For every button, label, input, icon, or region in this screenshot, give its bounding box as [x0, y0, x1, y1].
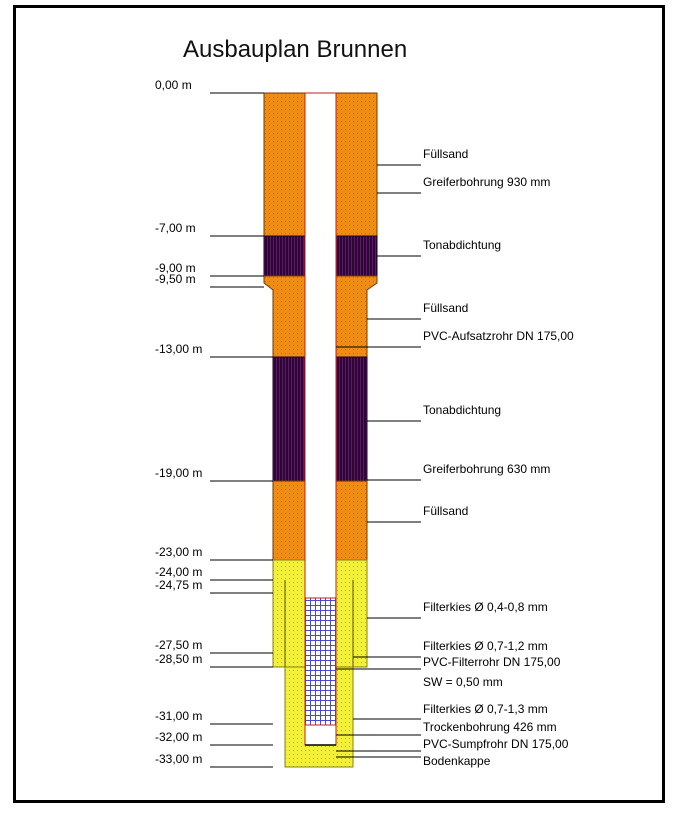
annotation-label: Tonabdichtung — [423, 238, 502, 252]
annotation-label: PVC-Aufsatzrohr DN 175,00 — [423, 329, 574, 343]
depth-label: -9,50 m — [155, 272, 196, 286]
depth-label: -32,00 m — [155, 730, 203, 744]
depth-label: -33,00 m — [155, 752, 203, 766]
depth-label: -19,00 m — [155, 466, 203, 480]
annotation-label: Füllsand — [423, 504, 469, 518]
depth-label: -27,50 m — [155, 638, 203, 652]
pvc-sumpfrohr — [305, 725, 336, 745]
annotation-label: Greiferbohrung 930 mm — [423, 175, 551, 189]
annotation-label: PVC-Sumpfrohr DN 175,00 — [423, 737, 569, 751]
depth-label: -28,50 m — [155, 652, 203, 666]
pvc-aufsatzrohr — [305, 93, 336, 598]
depth-label: -13,00 m — [155, 342, 203, 356]
depth-label: -23,00 m — [155, 545, 203, 559]
annotation-label: SW = 0,50 mm — [423, 675, 503, 689]
depth-label: -9,00 m — [155, 261, 196, 275]
depth-label: -31,00 m — [155, 709, 203, 723]
diagram-title: Ausbauplan Brunnen — [183, 36, 408, 63]
depth-labels — [155, 78, 273, 767]
pvc-filterrohr — [305, 598, 336, 725]
annotation-label: Füllsand — [423, 147, 469, 161]
annotation-label: Filterkies Ø 0,7-1,3 mm — [423, 702, 548, 716]
annotation-label: PVC-Filterrohr DN 175,00 — [423, 655, 561, 669]
annotation-label: Greiferbohrung 630 mm — [423, 462, 551, 476]
annotation-label: Trockenbohrung 426 mm — [423, 720, 557, 734]
annotation-label: Filterkies Ø 0,7-1,2 mm — [423, 639, 548, 653]
depth-label: -24,00 m — [155, 565, 203, 579]
depth-label: 0,00 m — [155, 78, 192, 92]
annotation-label: Bodenkappe — [423, 754, 491, 768]
depth-label: -24,75 m — [155, 578, 203, 592]
annotation-label: Tonabdichtung — [423, 403, 502, 417]
annotation-label: Füllsand — [423, 301, 469, 315]
depth-label: -7,00 m — [155, 221, 196, 235]
annotation-label: Filterkies Ø 0,4-0,8 mm — [423, 600, 548, 614]
